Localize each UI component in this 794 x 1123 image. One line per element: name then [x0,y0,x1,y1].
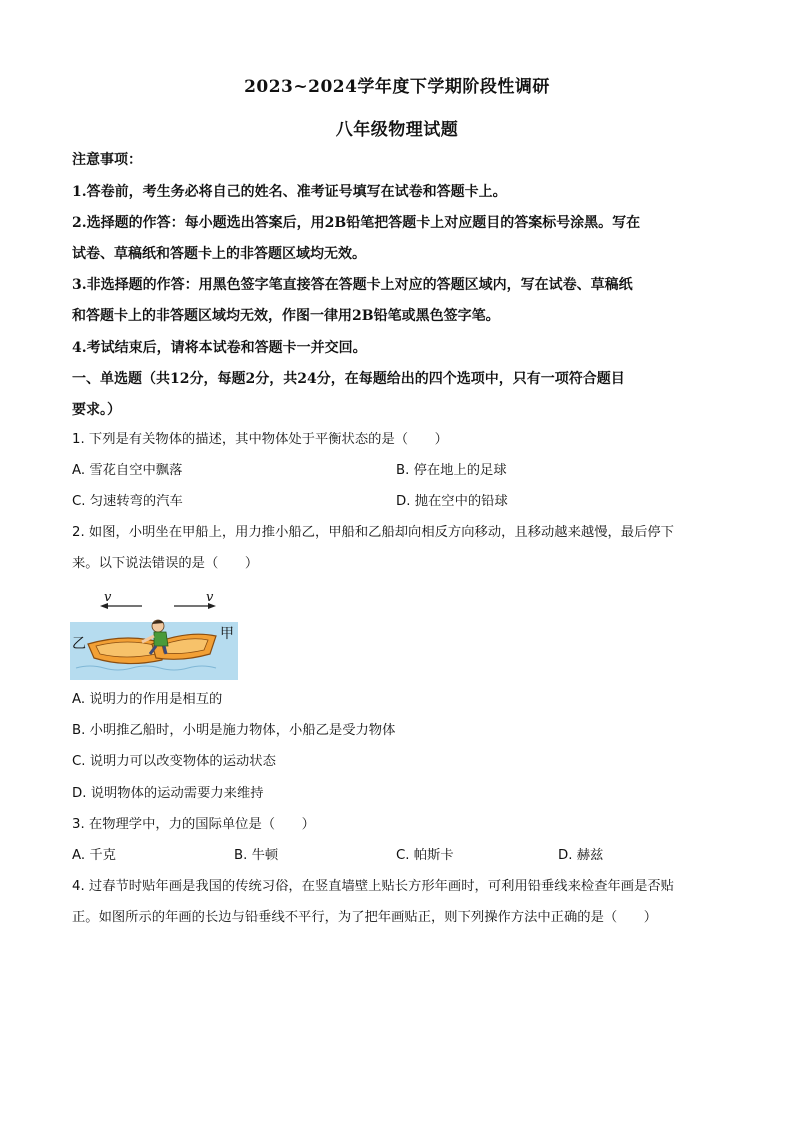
boat-yi-inner [96,642,158,657]
notice-item-4: 4.考试结束后，请将本试卷和答题卡一并交回。 [72,340,367,356]
left-velocity-label: v [104,590,112,605]
question-3-option-b: B. 牛顿 [234,848,279,863]
exam-title: 2023~2024学年度下学期阶段性调研 [244,77,550,97]
question-3-option-c: C. 帕斯卡 [396,848,454,863]
question-1-option-d: D. 抛在空中的铅球 [396,494,508,509]
question-2-stem-line-1: 2. 如图，小明坐在甲船上，用力推小船乙，甲船和乙船却向相反方向移动，且移动越来越慢，最后停下 [72,525,674,540]
question-4-stem-line-2: 正。如图所示的年画的长边与铅垂线不平行，为了把年画贴正，则下列操作方法中正确的是（ ） [72,910,658,925]
question-1-option-c: C. 匀速转弯的汽车 [72,494,183,509]
boat-yi-label: 乙 [72,636,86,652]
exam-subtitle: 八年级物理试题 [335,120,459,140]
right-velocity-label: v [206,590,214,605]
notice-item-1: 1.答卷前，考生务必将自己的姓名、准考证号填写在试卷和答题卡上。 [72,184,507,200]
notice-heading: 注意事项： [72,152,142,168]
notice-item-3-line-1: 3.非选择题的作答：用黑色签字笔直接答在答题卡上对应的答题区域内，写在试卷、草稿纸 [72,277,633,293]
question-1-option-b: B. 停在地上的足球 [396,463,507,478]
section-1-heading-line-2: 要求。） [72,402,121,418]
question-2-option-c: C. 说明力可以改变物体的运动状态 [72,754,276,769]
question-3-stem: 3. 在物理学中，力的国际单位是（ ） [72,817,315,832]
boy-body [154,632,168,646]
question-2-option-d: D. 说明物体的运动需要力来维持 [72,786,264,801]
question-4-stem-line-1: 4. 过春节时贴年画是我国的传统习俗，在竖直墙壁上贴长方形年画时，可利用铅垂线来检查年画是否贴 [72,879,674,894]
question-2-option-a: A. 说明力的作用是相互的 [72,692,223,707]
boat-jia-label: 甲 [220,626,234,642]
section-1-heading-line-1: 一、单选题（共12分，每题2分，共24分，在每题给出的四个选项中，只有一项符合题目 [72,371,625,387]
question-1-option-a: A. 雪花自空中飘落 [72,463,183,478]
boat-figure [70,588,240,680]
notice-item-3-line-2: 和答题卡上的非答题区域均无效，作图一律用2B铅笔或黑色签字笔。 [72,308,500,324]
question-3-option-d: D. 赫兹 [558,848,604,863]
question-2-option-b: B. 小明推乙船时，小明是施力物体，小船乙是受力物体 [72,723,396,738]
notice-item-2-line-1: 2.选择题的作答：每小题选出答案后，用2B铅笔把答题卡上对应题目的答案标号涂黑。写在 [72,215,641,231]
question-2-stem-line-2: 来。以下说法错误的是（ ） [72,556,259,571]
question-3-option-a: A. 千克 [72,848,116,863]
question-1-stem: 1. 下列是有关物体的描述，其中物体处于平衡状态的是（ ） [72,432,448,447]
notice-item-2-line-2: 试卷、草稿纸和答题卡上的非答题区域均无效。 [72,246,366,262]
